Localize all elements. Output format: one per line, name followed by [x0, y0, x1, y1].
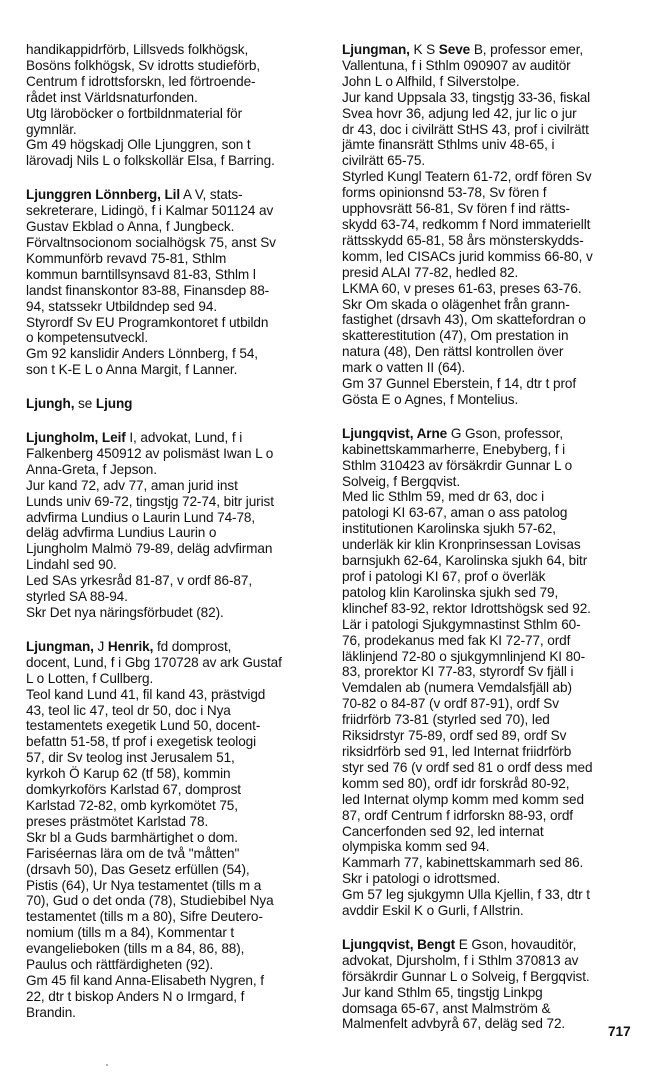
entry-ljunggren-lonnberg: [26, 187, 320, 378]
text-line: styr sed 76 (v ordf sed 81 o ordf dess med: [342, 759, 593, 775]
entry-ljungholm: [26, 430, 320, 621]
text-line: presid ALAI 77-82, hedled 82.: [342, 264, 519, 280]
entry-name: Ljungh,: [26, 396, 75, 412]
text-fragment: G Gson, professor,: [447, 425, 564, 441]
text-line: advokat, Djursholm, f i Sthlm 370813 av: [342, 952, 579, 968]
text-line: Jur kand Uppsala 33, tingstjg 33-36, fiskal: [342, 89, 591, 105]
entry-ljungman-seve: [342, 42, 642, 408]
text-line: jämte finansrätt Sthlms univ 48-65, i: [342, 137, 555, 153]
text-line: forms opinionsnd 53-78, Sv fören f: [342, 185, 547, 201]
text-line: 94, statssekr Utbildndep sed 94.: [26, 298, 218, 314]
text-line: Styrordf Sv EU Programkontoret f utbildn: [26, 314, 269, 330]
text-line: Pistis (64), Ur Nya testamentet (tills m a: [26, 877, 262, 893]
text-line: Svea hovr 36, adjung led 42, jur lic o jur: [342, 105, 577, 121]
text-line: Anna-Greta, f Jepson.: [26, 461, 157, 477]
text-line: deläg advfirma Lundius Laurin o: [26, 525, 217, 541]
entry-ljungqvist-arne: [342, 426, 642, 919]
cross-reference: Ljung: [95, 396, 133, 412]
text-line: mark o vatten II (64).: [342, 360, 466, 376]
text-fragment: J: [93, 638, 108, 654]
text-line: LKMA 60, v preses 61-63, preses 63-76.: [342, 280, 582, 296]
entry-header-line: [26, 430, 320, 446]
text-line: landst finanskontor 83-88, Finansdep 88-: [26, 282, 270, 298]
entry-name: Ljungman,: [26, 638, 94, 654]
text-line: Malmenfelt advbyrå 67, deläg sed 72.: [342, 1016, 566, 1032]
entry-ljungqvist-bengt: [342, 937, 642, 1032]
text-fragment: A V, stats-: [180, 187, 243, 203]
text-line: dr 43, doc i civilrätt StHS 43, prof i civilrätt: [342, 121, 589, 137]
text-line: handikappidrförb, Lillsveds folkhögsk,: [26, 42, 249, 57]
text-line: rättsskydd 65-81, 58 års mönsterskydds-: [342, 232, 584, 248]
entry-header-line: [342, 42, 642, 58]
text-line: natura (48), Den rättsl kontrollen över: [342, 344, 564, 360]
text-line: klinchef 83-92, rektor Idrottshögsk sed 92.: [342, 600, 591, 616]
text-line: Ljungholm Malmö 79-89, deläg advfirman: [26, 541, 273, 557]
text-line: preses prästmötet Karlstad 78.: [26, 813, 209, 829]
text-line: (drsavh 50), Das Gesetz erfüllen (54),: [26, 861, 250, 877]
text-line: barnsjukh 62-64, Karolinska sjukh 64, bitr: [342, 553, 588, 569]
entry-name: Ljungqvist, Arne: [342, 425, 448, 441]
text-line: Styrled Kungl Teatern 61-72, ordf fören Sv: [342, 169, 592, 185]
text-line: avddir Eskil K o Gurli, f Allstrin.: [342, 903, 524, 919]
text-line: o kompetensutveckl.: [26, 330, 149, 346]
text-line: Lunds univ 69-72, tingstjg 72-74, bitr jurist: [26, 493, 274, 509]
text-line: prof i patologi KI 67, prof o överläk: [342, 569, 546, 584]
text-line: domsaga 65-67, anst Malmström &: [342, 1000, 551, 1016]
text-line: skydd 63-74, redkomm f Nord immateriellt: [342, 216, 591, 232]
entry-given-name: Seve: [438, 42, 471, 57]
entry-header-line: [26, 187, 320, 203]
entry-name: Ljunggren Lönnberg, Lil: [26, 187, 181, 203]
text-line: Falkenberg 450912 av polismäst Iwan L o: [26, 445, 274, 461]
text-line: Gösta E o Agnes, f Montelius.: [342, 391, 519, 407]
text-line: sekreterare, Lidingö, f i Kalmar 501124 av: [26, 203, 274, 219]
text-line: 22, dtr t biskop Anders N o Irmgard, f: [26, 988, 245, 1004]
text-line: advfirma Lundius o Laurin Lund 74-78,: [26, 509, 256, 525]
text-line: Med lic Sthlm 59, med dr 63, doc i: [342, 489, 545, 505]
text-line: Lär i patologi Sjukgymnastinst Sthlm 60-: [342, 616, 581, 632]
text-line: testamentets exegetik Lund 50, docent-: [26, 718, 261, 734]
text-line: Bosöns folkhögsk, Sv idrotts studieförb,: [26, 57, 261, 73]
left-column: [26, 42, 320, 1039]
text-line: underläk kir klin Kronprinsessan Lovisas: [342, 537, 581, 553]
text-line: Lindahl sed 90.: [26, 557, 117, 573]
text-line: Skr Det nya näringsförbudet (82).: [26, 605, 224, 620]
text-line: civilrätt 65-75.: [342, 153, 426, 169]
text-line: John L o Alfhild, f Silverstolpe.: [342, 73, 520, 89]
text-line: L o Lotten, f Cullberg.: [26, 670, 154, 686]
text-line: rådet inst Världsnaturfonden.: [26, 89, 198, 105]
text-line: fastighet (drsavh 43), Om skattefordran o: [342, 312, 586, 328]
entry-header-line: [342, 426, 642, 442]
text-line: friidrförb 73-81 (styrled sed 70), led: [342, 712, 550, 728]
text-line: Gm 49 högskadj Olle Ljunggren, son t: [26, 137, 251, 153]
text-line: Sthlm 310423 av försäkrdir Gunnar L o: [342, 457, 573, 473]
text-line: kommun barntillsynsavd 81-83, Sthlm l: [26, 266, 256, 282]
text-line: Skr bl a Guds barmhärtighet o dom.: [26, 829, 238, 845]
entry-name: Ljungman,: [342, 42, 410, 57]
text-fragment: se: [74, 396, 96, 412]
text-line: Riksidrstyr 75-89, ordf sed 89, ordf Sv: [342, 728, 567, 744]
text-line: Vemdalen ab (numera Vemdalsfjäll ab): [342, 680, 572, 696]
text-line: 57, dir Sv teolog inst Jerusalem 51,: [26, 750, 235, 766]
text-line: Gm 45 fil kand Anna-Elisabeth Nygren, f: [26, 972, 264, 988]
entry-given-name: Henrik,: [107, 638, 154, 654]
text-line: institutionen Karolinska sjukh 57-62,: [342, 521, 556, 537]
text-line: 76, prodekanus med fak KI 72-77, ordf: [342, 632, 571, 648]
text-line: komm sed 80), ordf idr forskråd 80-92,: [342, 775, 570, 791]
text-line: Gm 92 kanslidir Anders Lönnberg, f 54,: [26, 346, 258, 362]
text-line: patolog klin Karolinska sjukh sed 79,: [342, 584, 559, 600]
text-line: docent, Lund, f i Gbg 170728 av ark Gustaf: [26, 654, 282, 670]
text-line: Gm 57 leg sjukgymn Ulla Kjellin, f 33, dtr t: [342, 887, 590, 903]
text-line: Skr i patologi o idrottsmed.: [342, 871, 501, 887]
text-line: läklinjend 72-80 o sjukgymnlinjend KI 80-: [342, 648, 585, 664]
entry-name: Ljungholm, Leif: [26, 430, 126, 446]
text-line: 87, ordf Centrum f idrforskn 88-93, ordf: [342, 807, 573, 823]
text-line: försäkrdir Gunnar L o Solveig, f Bergqvist.: [342, 968, 590, 984]
text-line: patologi KI 63-67, aman o ass patolog: [342, 505, 568, 521]
text-line: Utg läroböcker o fortbildnmaterial för: [26, 105, 243, 121]
text-line: Brandin.: [26, 1004, 76, 1020]
text-line: Solveig, f Bergqvist.: [342, 473, 461, 489]
text-line: Skr Om skada o olägenhet från grann-: [342, 296, 570, 312]
text-line: 83, prorektor KI 77-83, styrordf Sv fjäll i: [342, 664, 574, 680]
text-line: Förvaltnsocionom socialhögsk 75, anst Sv: [26, 234, 276, 250]
entry-header-line: [26, 396, 320, 412]
text-fragment: K S: [409, 42, 439, 57]
text-fragment: E Gson, hovauditör,: [455, 936, 577, 952]
entry-header-line: [26, 639, 320, 655]
entry-ljungh-crossref: [26, 396, 320, 412]
text-line: styrled SA 88-94.: [26, 589, 128, 605]
text-line: Jur kand 72, adv 77, aman jurid inst: [26, 477, 238, 493]
text-line: son t K-E L o Anna Margit, f Lanner.: [26, 362, 238, 378]
text-line: Cancerfonden sed 92, led internat: [342, 823, 544, 839]
text-line: Centrum f idrottsforskn, led förtroende-: [26, 73, 256, 89]
text-line: riksidrförb sed 91, led Internat friidrförb: [342, 743, 572, 759]
text-line: Teol kand Lund 41, fil kand 43, prästvigd: [26, 686, 266, 702]
text-line: nomium (tills m a 84), Kommentar t: [26, 925, 235, 941]
text-line: Karlstad 72-82, omb kyrkomötet 75,: [26, 797, 238, 813]
print-speck: [106, 1064, 108, 1066]
text-line: gymnlär.: [26, 121, 77, 137]
text-line: led Internat olymp komm med komm sed: [342, 791, 584, 807]
text-line: kyrkoh Ö Karup 62 (tf 58), kommin: [26, 766, 231, 782]
text-line: befattn 51-58, tf prof i exegetisk teologi: [26, 734, 257, 750]
text-line: 43, teol lic 47, teol dr 50, doc i Nya: [26, 702, 231, 718]
text-line: evangelieboken (tills m a 84, 86, 88),: [26, 941, 245, 957]
text-line: Kommunförb revavd 75-81, Sthlm: [26, 250, 227, 266]
text-line: komm, led CISACs jurid kommiss 66-80, v: [342, 248, 593, 264]
text-line: Jur kand Sthlm 65, tingstjg Linkpg: [342, 984, 543, 1000]
text-line: upphovsrätt 56-81, Sv fören f ind rätts-: [342, 201, 570, 217]
text-line: Kammarh 77, kabinettskammarh sed 86.: [342, 855, 584, 871]
text-line: kabinettskammarherre, Enebyberg, f i: [342, 441, 566, 457]
entry-continuation: [26, 42, 320, 169]
text-fragment: I, advokat, Lund, f i: [125, 430, 243, 446]
entry-ljungman-henrik: [26, 639, 320, 1021]
text-line: Paulus och rättfärdigheten (92).: [26, 957, 214, 973]
entry-name: Ljungqvist, Bengt: [342, 936, 456, 952]
text-line: testamentet (tills m a 80), Sifre Deutero-: [26, 909, 263, 925]
text-line: Led SAs yrkesråd 81-87, v ordf 86-87,: [26, 573, 253, 589]
text-fragment: B, professor emer,: [470, 42, 584, 57]
text-line: lärovadj Nils L o folkskollär Elsa, f Barring.: [26, 153, 275, 169]
text-fragment: fd domprost,: [153, 638, 232, 654]
text-line: olympiska komm sed 94.: [342, 839, 490, 855]
text-line: Vallentuna, f i Sthlm 090907 av auditör: [342, 57, 571, 73]
page-number: 717: [608, 1024, 631, 1039]
text-line: Fariséernas lära om de två "måtten": [26, 845, 240, 861]
text-line: Gustav Ekblad o Anna, f Jungbeck.: [26, 219, 235, 235]
text-line: domkyrkoförs Karlstad 67, domprost: [26, 782, 241, 798]
entry-header-line: [342, 937, 642, 953]
text-line: 70-82 o 84-87 (v ordf 87-91), ordf Sv: [342, 696, 559, 712]
text-line: 70), Gud o det onda (78), Studiebibel Nya: [26, 893, 274, 909]
text-line: skatterestitution (47), Om prestation in: [342, 328, 569, 344]
right-column: [342, 42, 642, 1050]
text-line: Gm 37 Gunnel Eberstein, f 14, dtr t prof: [342, 376, 577, 392]
